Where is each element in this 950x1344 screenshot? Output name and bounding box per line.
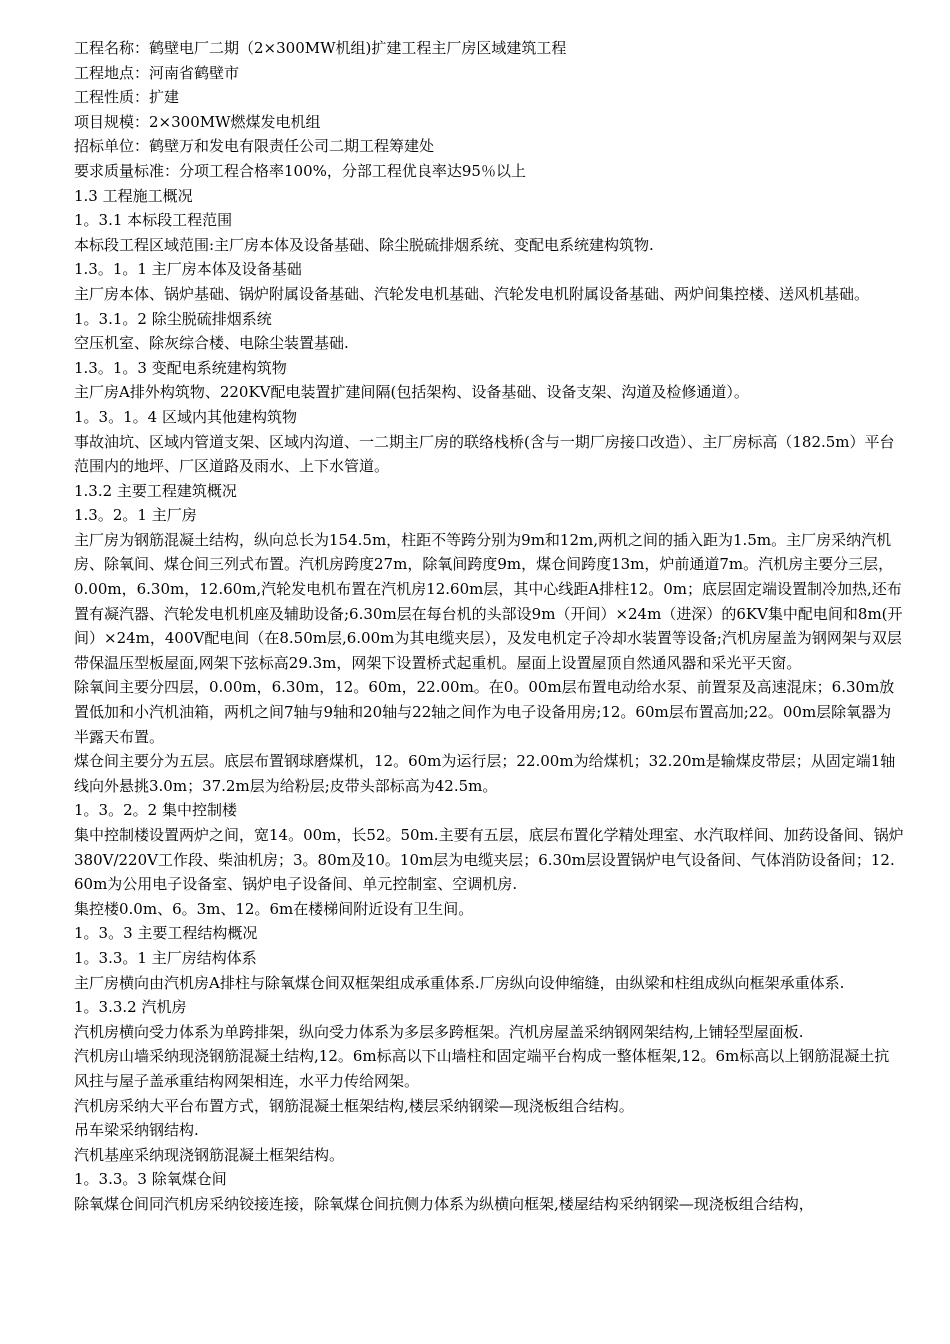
section-heading: 1。3.3。3 除氧煤仓间 bbox=[74, 1170, 227, 1189]
body-paragraph: 吊车梁采纳钢结构. bbox=[74, 1121, 199, 1140]
quality-standard: 要求质量标准：分项工程合格率100%，分部工程优良率达95％以上 bbox=[74, 161, 526, 180]
body-paragraph: 汽机房采纳大平台布置方式，钢筋混凝土框架结构,楼层采纳钢梁—现浇板组合结构。 bbox=[74, 1096, 634, 1115]
body-paragraph: 煤仓间主要分为五层。底层布置钢球磨煤机，12。60m为运行层；22.00m为给煤机；32.20m是输煤皮带层；从固定端1轴线向外悬挑3.0m；37.2m层为给粉层;皮带头部标高为42.5m。 bbox=[74, 752, 896, 795]
section-heading: 1.3.2 主要工程建筑概况 bbox=[74, 481, 237, 500]
body-paragraph: 除氧间主要分四层，0.00m，6.30m，12。60m，22.00m。在0。00m层布置电动给水泵、前置泵及高速混床；6.30m放置低加和小汽机油箱，两机之间7轴与9轴和20轴与22轴之间作为电子设备用房;12。60m层布置高加;22。00m层除氧器为半露天布置。 bbox=[74, 678, 895, 746]
section-heading: 1。3。2。2 集中控制楼 bbox=[74, 801, 237, 820]
body-paragraph: 主厂房为钢筋混凝土结构，纵向总长为154.5m，柱距不等跨分别为9m和12m,两机之间的插入距为1.5m。主厂房采纳汽机房、除氧间、煤仓间三列式布置。汽机房跨度27m，除氧间跨度9m，煤仓间跨度13m，炉前通道7m。汽机房主要分三层，0.00m，6.30m，12.60m,汽轮发电机布置在汽机房12.60m层，其中心线距A排柱12。0m；底层固定端设置制冷加热,还布置有凝汽器、汽轮发电机机座及辅助设备;6.30m层在每台机的头部设9m（开间）×24m（进深）的6KV集中配电间和8m(开间）×24m，400V配电间（在8.50m层,6.00m为其电缆夹层），及发电机定子冷却水装置等设备;汽机房屋盖为钢网架与双层带保温压型板屋面,网架下弦标高29.3m，网架下设置桥式起重机。屋面上设置屋顶自然通风器和采光平天窗。 bbox=[74, 530, 903, 672]
section-heading: 1.3。2。1 主厂房 bbox=[74, 506, 197, 525]
section-heading: 1。3.1 本标段工程范围 bbox=[74, 211, 233, 230]
body-paragraph: 汽机基座采纳现浇钢筋混凝土框架结构。 bbox=[74, 1145, 345, 1164]
project-location: 工程地点：河南省鹤壁市 bbox=[74, 63, 240, 82]
body-paragraph: 集中控制楼设置两炉之间，宽14。00m，长52。50m.主要有五层，底层布置化学精处理室、水汽取样间、加药设备间、锅炉380V/220V工作段、柴油机房；3。80m及10。10m层为电缆夹层；6.30m层设置锅炉电气设备间、气体消防设备间；12.60m为公用电子设备室、锅炉电子设备间、单元控制室、空调机房. bbox=[74, 826, 904, 894]
section-heading: 1。3.3。1 主厂房结构体系 bbox=[74, 948, 257, 967]
body-paragraph: 主厂房本体、锅炉基础、锅炉附属设备基础、汽轮发电机基础、汽轮发电机附属设备基础、两炉间集控楼、送风机基础。 bbox=[74, 284, 870, 303]
body-paragraph: 汽机房山墙采纳现浇钢筋混凝土结构,12。6m标高以下山墙柱和固定端平台构成一整体框架,12。6m标高以上钢筋混凝土抗风拄与屋子盖承重结构网架相连，水平力传给网架。 bbox=[74, 1047, 890, 1090]
section-heading: 1。3。1。4 区域内其他建构筑物 bbox=[74, 407, 297, 426]
body-paragraph: 空压机室、除灰综合楼、电除尘装置基础. bbox=[74, 334, 349, 353]
section-heading: 1。3。3 主要工程结构概况 bbox=[74, 924, 258, 943]
body-paragraph: 事故油坑、区域内管道支架、区域内沟道、一二期主厂房的联络栈桥(含与一期厂房接口改造）、主厂房标高（182.5m）平台范围内的地坪、厂区道路及雨水、上下水管道。 bbox=[74, 432, 895, 476]
section-heading: 1.3 工程施工概况 bbox=[74, 186, 193, 205]
section-heading: 1.3。1。3 变配电系统建构筑物 bbox=[74, 358, 287, 377]
body-paragraph: 主厂房横向由汽机房A排柱与除氧煤仓间双框架组成承重体系.厂房纵向设伸缩缝，由纵梁和柱组成纵向框架承重体系. bbox=[74, 973, 845, 992]
body-paragraph: 主厂房A排外构筑物、220KV配电装置扩建间隔(包括架构、设备基础、设备支架、沟道及检修通道）。 bbox=[74, 383, 749, 402]
project-scale: 项目规模：2×300MW燃煤发电机组 bbox=[74, 112, 321, 131]
project-name: 工程名称：鹤壁电厂二期（2×300MW机组)扩建工程主厂房区域建筑工程 bbox=[74, 39, 567, 57]
body-paragraph: 汽机房横向受力体系为单跨排架，纵向受力体系为多层多跨框架。汽机房屋盖采纳钢网架结构,上铺轻型屋面板. bbox=[74, 1022, 804, 1041]
tender-unit: 招标单位：鹤壁万和发电有限责任公司二期工程筹建处 bbox=[74, 137, 435, 156]
section-heading: 1.3。1。1 主厂房本体及设备基础 bbox=[74, 260, 302, 279]
body-paragraph: 集控楼0.0m、6。3m、12。6m在楼梯间附近设有卫生间。 bbox=[74, 899, 474, 918]
project-nature: 工程性质：扩建 bbox=[74, 88, 180, 107]
section-heading: 1。3.3.2 汽机房 bbox=[74, 998, 187, 1017]
body-paragraph: 除氧煤仓间同汽机房采纳铰接连接，除氧煤仓间抗侧力体系为纵横向框架,楼屋结构采纳钢梁—现浇板组合结构， bbox=[74, 1194, 814, 1213]
body-paragraph: 本标段工程区域范围:主厂房本体及设备基础、除尘脱硫排烟系统、变配电系统建构筑物. bbox=[74, 235, 654, 254]
section-heading: 1。3.1。2 除尘脱硫排烟系统 bbox=[74, 309, 272, 328]
